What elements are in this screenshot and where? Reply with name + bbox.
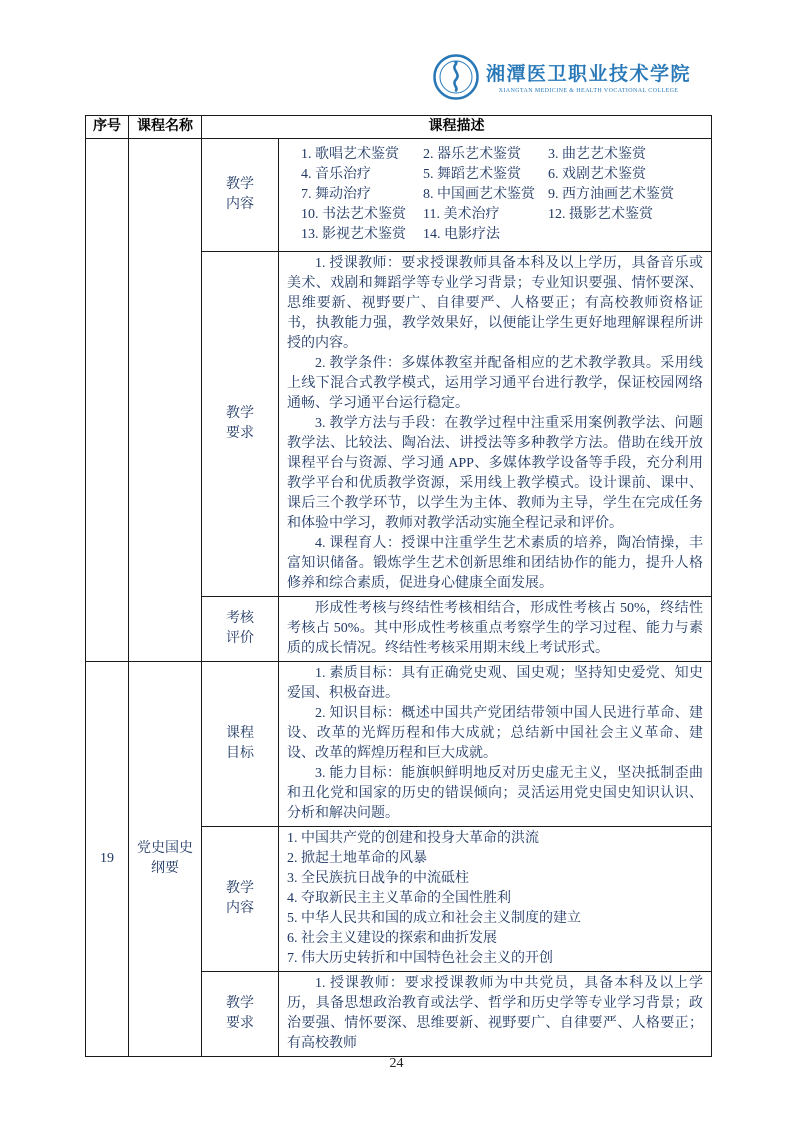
- art-content-list: [287, 141, 703, 249]
- party-teaching-requirements-label: 教学要求: [202, 972, 279, 1057]
- party-content-item: 4. 夺取新民主主义革命的全国性胜利: [287, 891, 511, 906]
- art-course-name-cell: [129, 139, 202, 662]
- course-table: [85, 115, 712, 1057]
- objectives-paragraph: 3. 能力目标：能旗帜鲜明地反对历史虚无主义，坚决抵制歪曲和丑化党和国家的历史的错误倾向；灵活运用党史国史知识认识、分析和解决问题。: [287, 766, 703, 821]
- party-teaching-content-cell: [279, 827, 712, 972]
- table-header-row: [86, 116, 712, 139]
- col-header-no: 序号: [86, 116, 129, 139]
- party-content-item: 6. 社会主义建设的探索和曲折发展: [287, 931, 497, 946]
- requirements-paragraph: 2. 教学条件：多媒体教室并配备相应的艺术教学教具。采用线上线下混合式教学模式，运用学习通平台进行教学，保证校园网络通畅、学习通平台运行稳定。: [287, 356, 703, 411]
- art-content-item: 4. 音乐治疗: [301, 167, 371, 182]
- assessment-paragraph: 形成性考核与终结性考核相结合，形成性考核占 50%，终结性考核占 50%。其中形成性考核重点考察学生的学习过程、能力与素质的成长情况。终结性考核采用期末线上考试形式。: [287, 601, 703, 656]
- art-content-item: 8. 中国画艺术鉴赏: [423, 187, 535, 202]
- art-content-item: 10. 书法艺术鉴赏: [301, 207, 406, 222]
- college-name-en: XIANGTAN MEDICINE & HEALTH VOCATIONAL COLLEGE: [498, 88, 679, 94]
- objectives-paragraph: 2. 知识目标：概述中国共产党团结带领中国人民进行革命、建设、改革的光辉历程和伟大成就；总结新中国社会主义革命、建设、改革的辉煌历程和巨大成就。: [287, 706, 703, 761]
- college-logo: [433, 54, 691, 105]
- party-content-item: 5. 中华人民共和国的成立和社会主义制度的建立: [287, 911, 581, 926]
- art-content-item: 6. 戏剧艺术鉴赏: [548, 167, 646, 182]
- party-content-item: 1. 中国共产党的创建和投身大革命的洪流: [287, 831, 539, 846]
- party-teaching-content-label: 教学内容: [202, 827, 279, 972]
- party-content-item: 7. 伟大历史转折和中国特色社会主义的开创: [287, 951, 553, 966]
- art-content-item: 11. 美术治疗: [423, 207, 500, 222]
- requirements-paragraph: 4. 课程育人：授课中注重学生艺术素质的培养，陶冶情操，丰富知识储备。锻炼学生艺术创新思维和团结协作的能力，提升人格修养和综合素质，促进身心健康全面发展。: [287, 536, 703, 591]
- party-content-item: 3. 全民族抗日战争的中流砥柱: [287, 871, 469, 886]
- party-content-item: 2. 掀起土地革命的风暴: [287, 851, 427, 866]
- art-content-item: 14. 电影疗法: [423, 227, 500, 242]
- art-teaching-requirements-cell: [279, 252, 712, 597]
- page-number: 24: [389, 1056, 404, 1071]
- art-content-item: 13. 影视艺术鉴赏: [301, 227, 406, 242]
- art-content-item: 12. 摄影艺术鉴赏: [548, 207, 653, 222]
- requirements-paragraph: 1. 授课教师：要求授课教师具备本科及以上学历，具备音乐或美术、戏剧和舞蹈学等专业学习背景；专业知识要强、情怀要深、思维要新、视野要广、自律要严、人格要正；有高校教师资格证书，执教能力强，教学效果好，以便能让学生更好地理解课程所讲授的内容。: [287, 256, 703, 351]
- college-name-block: [486, 63, 691, 96]
- party-course-name: 党史国史纲要: [129, 662, 202, 1057]
- art-course-no-cell: [86, 139, 129, 662]
- col-header-course-desc: 课程描述: [202, 116, 712, 139]
- art-content-item: 9. 西方油画艺术鉴赏: [548, 187, 674, 202]
- party-objectives-label: 课程目标: [202, 662, 279, 827]
- art-assessment-label: 考核评价: [202, 597, 279, 662]
- col-header-course-name: 课程名称: [129, 116, 202, 139]
- art-content-item: 1. 歌唱艺术鉴赏: [301, 147, 399, 162]
- row-party-objectives: [86, 662, 712, 827]
- row-art-teaching-content: [86, 139, 712, 252]
- art-content-item: 3. 曲艺艺术鉴赏: [548, 147, 646, 162]
- party-course-no: 19: [86, 662, 129, 1057]
- art-assessment-cell: [279, 597, 712, 662]
- art-teaching-requirements-label: 教学要求: [202, 252, 279, 597]
- art-teaching-content-label: 教学内容: [202, 139, 279, 252]
- objectives-paragraph: 1. 素质目标：具有正确党史观、国史观；坚持知史爱党、知史爱国、积极奋进。: [287, 666, 703, 701]
- art-teaching-content-cell: [279, 139, 712, 252]
- art-content-item: 5. 舞蹈艺术鉴赏: [423, 167, 521, 182]
- college-name-cn: 湘潭医卫职业技术学院: [485, 64, 691, 85]
- party-teaching-requirements-cell: [279, 972, 712, 1057]
- art-content-item: 7. 舞动治疗: [301, 187, 371, 202]
- college-emblem-icon: [433, 54, 479, 105]
- requirements-paragraph: 3. 教学方法与手段：在教学过程中注重采用案例教学法、问题教学法、比较法、陶冶法、讲授法等多种教学方法。借助在线开放课程平台与资源、学习通 APP、多媒体教学设备等手段，充分利用教学平台和优质教学资源，采用线上教学模式。设计课前、课中、课后三个教学环节，以学生为主体、教师为主导，学生在完成任务和体验中学习，教师对教学活动实施全程记录和评价。: [287, 416, 703, 531]
- art-content-item: 2. 器乐艺术鉴赏: [423, 147, 521, 162]
- requirements-paragraph: 1. 授课教师：要求授课教师为中共党员，具备本科及以上学历，具备思想政治教育或法学、哲学和历史学等专业学习背景；政治要强、情怀要深、思维要新、视野要广、自律要严、人格要正；有高校教师: [287, 976, 703, 1051]
- party-objectives-cell: [279, 662, 712, 827]
